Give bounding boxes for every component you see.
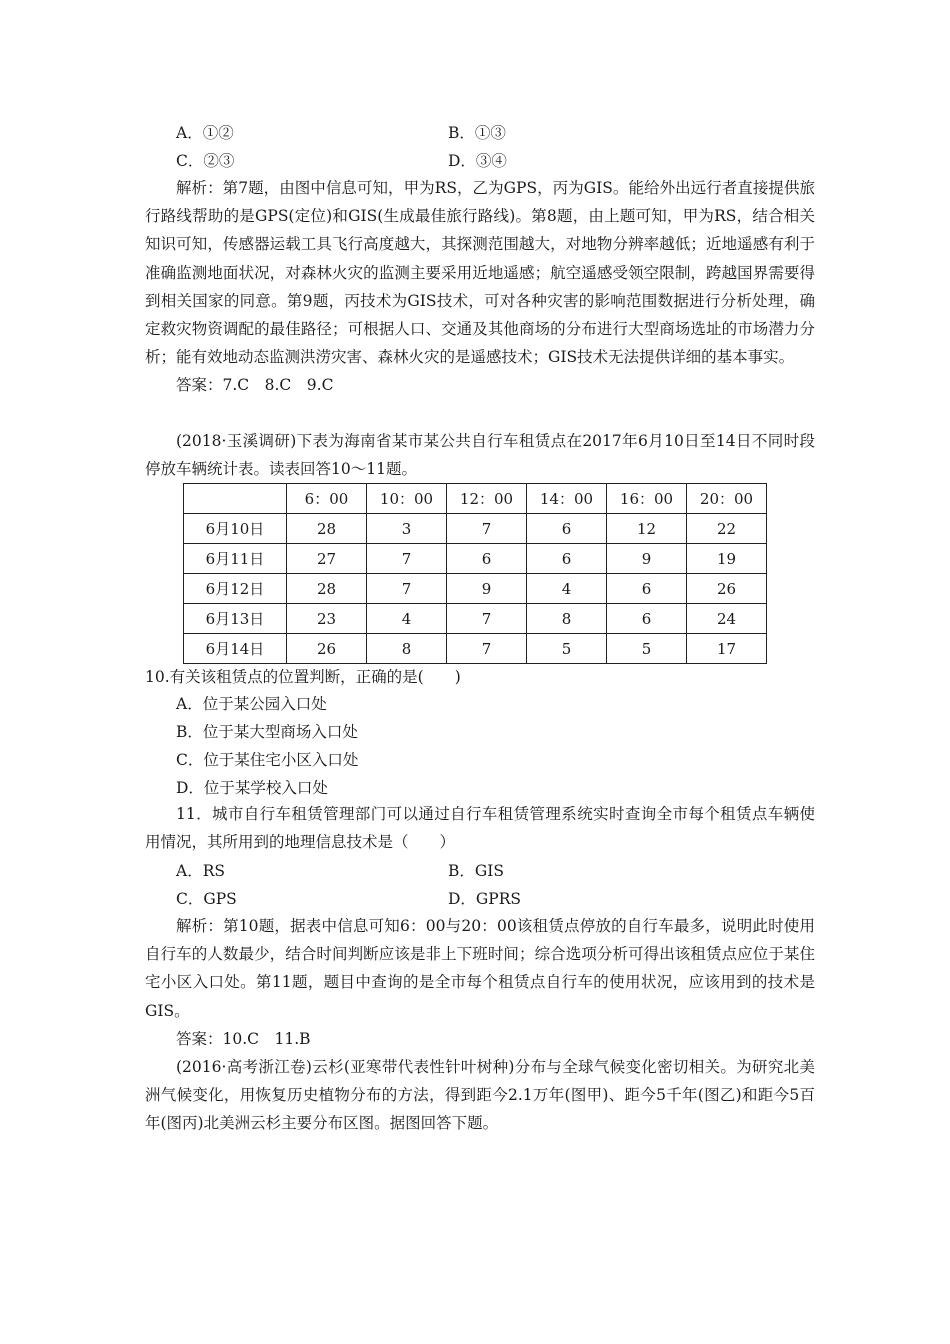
table-cell: 6 [447, 544, 527, 574]
analysis-7-9 [145, 174, 815, 400]
table-cell: 6 [607, 604, 687, 634]
q10-option-d: D．位于某学校入口处 [176, 779, 328, 797]
table-row [184, 544, 767, 574]
q11-option-c: C．GPS [176, 890, 237, 908]
q11-option-b: B．GIS [448, 862, 505, 880]
table-cell: 17 [687, 634, 767, 664]
intro-spruce: (2016·高考浙江卷)云杉(亚寒带代表性针叶树种)分布与全球气候变化密切相关。为研究北美洲气候变化，用恢复历史植物分布的方法，得到距今2.1万年(图甲)、距今5千年(图乙)和距今5百年(图丙)北美洲云杉主要分布区图。据图回答下题。 [145, 1058, 815, 1133]
q10-option-a: A．位于某公园入口处 [176, 695, 327, 713]
analysis-10-11 [145, 912, 815, 1053]
table-cell: 6 [607, 574, 687, 604]
q9-option-a: A．①② [176, 124, 234, 142]
row-date: 6月10日 [184, 514, 287, 544]
row-date: 6月14日 [184, 634, 287, 664]
table-cell: 26 [687, 574, 767, 604]
table-cell: 8 [527, 604, 607, 634]
table-cell: 26 [287, 634, 367, 664]
table-cell: 19 [687, 544, 767, 574]
q11-stem: 11．城市自行车租赁管理部门可以通过自行车租赁管理系统实时查询全市每个租赁点车辆使用情况，其所用到的地理信息技术是（ ） [145, 805, 815, 852]
table-header-cell: 14：00 [527, 484, 607, 514]
table-cell: 28 [287, 514, 367, 544]
q11-stem-block [145, 800, 815, 856]
table-cell: 7 [367, 574, 447, 604]
analysis-7-9-text: 解析：第7题，由图中信息可知，甲为RS，乙为GPS，丙为GIS。能给外出远行者直接提供旅行路线帮助的是GPS(定位)和GIS(生成最佳旅行路线)。第8题，由上题可知，甲为RS，结合相关知识可知，传感器运载工具飞行高度越大，其探测范围越大，对地物分辨率越低；近地遥感有利于准确监测地面状况，对森林火灾的监测主要采用近地遥感；航空遥感受领空限制，跨越国界需要得到相关国家的同意。第9题，丙技术为GIS技术，可对各种灾害的影响范围数据进行分析处理，确定救灾物资调配的最佳路径；可根据人口、交通及其他商场的分布进行大型商场选址的市场潜力分析；能有效地动态监测洪涝灾害、森林火灾的是遥感技术；GIS技术无法提供详细的基本事实。 [145, 179, 815, 367]
table-cell: 6 [527, 514, 607, 544]
row-date: 6月13日 [184, 604, 287, 634]
table-row [184, 604, 767, 634]
q10-stem: 10.有关该租赁点的位置判断，正确的是( ) [145, 668, 461, 686]
row-date: 6月12日 [184, 574, 287, 604]
table-cell: 7 [447, 604, 527, 634]
answer-7-9: 答案：7.C 8.C 9.C [176, 376, 334, 395]
table-header-cell: 20：00 [687, 484, 767, 514]
table-cell: 7 [367, 544, 447, 574]
q9-option-c: C．②③ [176, 152, 235, 170]
table-row [184, 574, 767, 604]
table-header-cell [184, 484, 287, 514]
table-cell: 7 [447, 514, 527, 544]
table-cell: 6 [527, 544, 607, 574]
table-cell: 4 [367, 604, 447, 634]
table-cell: 27 [287, 544, 367, 574]
table-cell: 9 [447, 574, 527, 604]
intro-10-11: (2018·玉溪调研)下表为海南省某市某公共自行车租赁点在2017年6月10日至14日不同时段停放车辆统计表。读表回答10～11题。 [145, 432, 815, 479]
table-cell: 5 [607, 634, 687, 664]
table-cell: 8 [367, 634, 447, 664]
table-cell: 28 [287, 574, 367, 604]
table-cell: 24 [687, 604, 767, 634]
q10-option-c: C．位于某住宅小区入口处 [176, 751, 359, 769]
analysis-10-11-text: 解析：第10题，据表中信息可知6：00与20：00该租赁点停放的自行车最多，说明此时使用自行车的人数最少，结合时间判断应该是非上下班时间；综合选项分析可得出该租赁点应位于某住宅小区入口处。第11题，题目中查询的是全市每个租赁点自行车的使用状况，应该用到的技术是GIS。 [145, 917, 815, 1020]
q10-option-b: B．位于某大型商场入口处 [176, 723, 358, 741]
table-cell: 4 [527, 574, 607, 604]
table-cell: 12 [607, 514, 687, 544]
row-date: 6月11日 [184, 544, 287, 574]
table-header-row [184, 484, 767, 514]
table-cell: 5 [527, 634, 607, 664]
q11-option-a: A．RS [176, 862, 225, 880]
table-cell: 3 [367, 514, 447, 544]
table-header-cell: 12：00 [447, 484, 527, 514]
table-cell: 9 [607, 544, 687, 574]
table-row [184, 634, 767, 664]
q9-option-d: D．③④ [448, 152, 507, 170]
q9-option-b: B．①③ [448, 124, 506, 142]
table-cell: 22 [687, 514, 767, 544]
answer-10-11: 答案：10.C 11.B [176, 1029, 311, 1048]
bike-parking-table [183, 483, 767, 664]
table-cell: 23 [287, 604, 367, 634]
table-header-cell: 16：00 [607, 484, 687, 514]
table-header-cell: 10：00 [367, 484, 447, 514]
q11-option-d: D．GPRS [448, 890, 522, 908]
table-row [184, 514, 767, 544]
table-cell: 7 [447, 634, 527, 664]
table-header-cell: 6：00 [287, 484, 367, 514]
